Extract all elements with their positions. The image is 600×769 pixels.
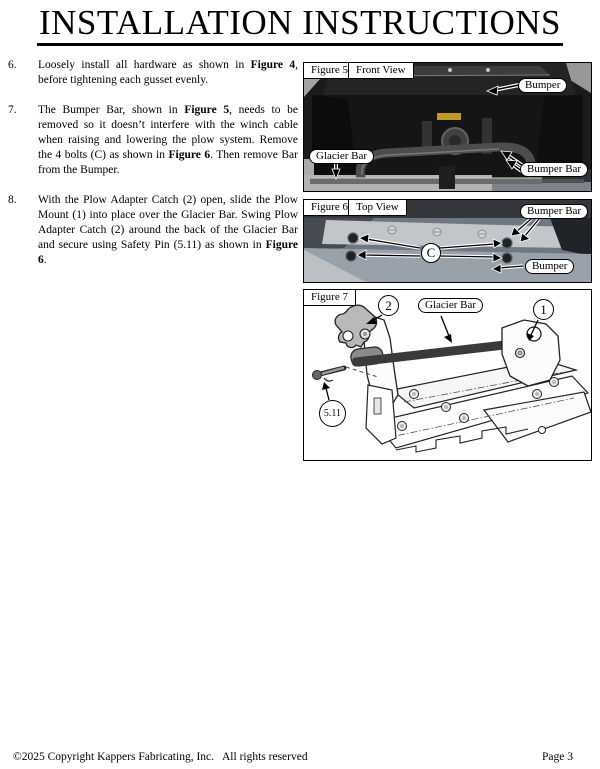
callout-glacier-bar: Glacier Bar [309, 149, 374, 164]
figures-column [303, 62, 592, 461]
callout-5-11: 5.11 [319, 400, 346, 427]
callout-2: 2 [378, 295, 399, 316]
instruction-item [8, 58, 298, 88]
instruction-number: 8. [8, 194, 17, 206]
figure-7 [303, 289, 592, 461]
instruction-text: The Bumper Bar, shown in Figure 5, needs to be removed so it doesn’t interfere with the winch cable when raising and lowering the plow system. Remove the 4 bolts (C) as shown in Figure 6. Then remove Bar from the Bumper. [38, 104, 298, 176]
figure6-label: Figure 6 [303, 199, 356, 216]
page-title [0, 5, 600, 46]
instruction-item [8, 193, 298, 268]
instruction-number: 6. [8, 59, 17, 71]
page-footer [13, 751, 573, 763]
instruction-text: Loosely install all hardware as shown in Figure 4, before tightening each gusset evenly. [38, 59, 298, 86]
figure6-view-label: Top View [348, 199, 407, 216]
callout-1: 1 [533, 299, 554, 320]
instruction-text: With the Plow Adapter Catch (2) open, slide the Plow Mount (1) into place over the Glacier Bar. Swing Plow Adapter Catch (2) around the back of the Glacier Bar and secure using Safety Pin (5.11) as shown in Figure 6. [38, 194, 298, 266]
figure7-label: Figure 7 [303, 289, 356, 306]
page-title-text: INSTALLATION INSTRUCTIONS [37, 5, 563, 46]
instruction-number: 7. [8, 104, 17, 116]
callout-glacier-bar: Glacier Bar [418, 298, 483, 313]
figure5-view-label: Front View [348, 62, 414, 79]
footer-copyright: ©2025 Copyright Kappers Fabricating, Inc. All rights reserved [13, 751, 308, 763]
callout-bumper-bar: Bumper Bar [520, 162, 588, 177]
figure-6 [303, 199, 592, 283]
callout-bumper-bar: Bumper Bar [520, 204, 588, 219]
instruction-item [8, 103, 298, 178]
callout-bumper: Bumper [518, 78, 567, 93]
instruction-list [8, 58, 298, 283]
figure-5 [303, 62, 592, 192]
callout-c: C [421, 243, 441, 263]
callout-bumper: Bumper [525, 259, 574, 274]
figure5-label: Figure 5 [303, 62, 356, 79]
footer-page-number: Page 3 [542, 751, 573, 763]
